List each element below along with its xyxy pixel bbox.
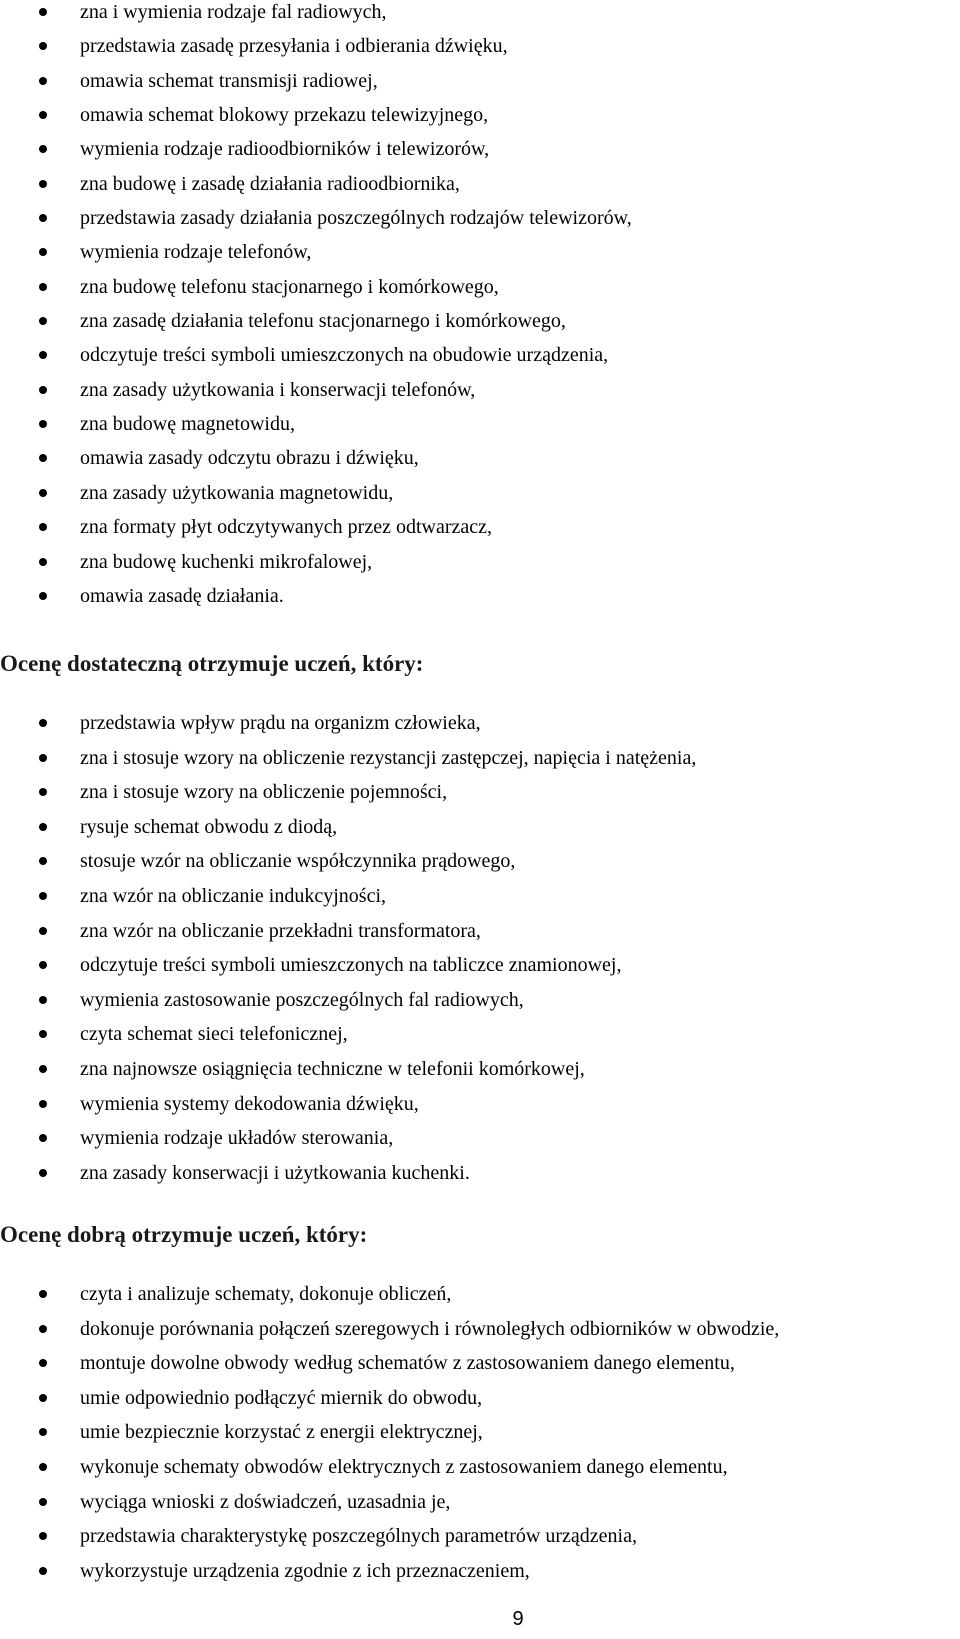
list-item-text: wyciąga wnioski z doświadczeń, uzasadnia je, — [80, 1490, 451, 1513]
list-item-text: czyta i analizuje schematy, dokonuje obliczeń, — [80, 1283, 452, 1305]
bullet-icon — [39, 351, 47, 359]
list-item — [0, 1490, 960, 1525]
list-item — [0, 849, 960, 884]
bullet-icon — [39, 1290, 47, 1298]
bullet-icon — [39, 42, 47, 50]
list-item — [0, 481, 960, 515]
list-item — [0, 1351, 960, 1386]
list-item — [0, 378, 960, 412]
list-item-text: zna i stosuje wzory na obliczenie pojemności, — [80, 781, 448, 804]
list-item-text: zna najnowsze osiągnięcia techniczne w telefonii komórkowej, — [80, 1057, 585, 1080]
list-item — [0, 515, 960, 549]
list-item — [0, 69, 960, 103]
bullet-icon — [39, 454, 47, 462]
list-item — [0, 1524, 960, 1559]
list-item — [0, 172, 960, 206]
bullet-icon — [39, 719, 47, 727]
list-item-text: omawia schemat blokowy przekazu telewizyjnego, — [80, 104, 489, 127]
list-item — [0, 1559, 960, 1594]
bullet-icon — [39, 77, 47, 85]
list-item-text: zna wzór na obliczanie przekładni transformatora, — [80, 919, 481, 942]
section-heading-dostateczna: Ocenę dostateczną otrzymuje uczeń, który: — [0, 651, 424, 676]
list-item-text: zna budowę kuchenki mikrofalowej, — [80, 550, 373, 573]
section-heading-dobra: Ocenę dobrą otrzymuje uczeń, który: — [0, 1222, 368, 1247]
list-item — [0, 1161, 960, 1196]
list-item-text: umie bezpiecznie korzystać z energii elektrycznej, — [80, 1421, 483, 1444]
list-item — [0, 103, 960, 137]
bullet-list-section-1 — [0, 0, 960, 618]
list-item — [0, 1420, 960, 1455]
list-item-text: stosuje wzór na obliczanie współczynnika prądowego, — [80, 850, 516, 873]
bullet-icon — [39, 788, 47, 796]
bullet-icon — [39, 1065, 47, 1073]
list-item-text: wymienia systemy dekodowania dźwięku, — [80, 1092, 419, 1115]
bullet-list-section-3 — [0, 1282, 960, 1593]
bullet-icon — [39, 489, 47, 497]
bullet-icon — [39, 1567, 47, 1575]
bullet-icon — [39, 1100, 47, 1108]
bullet-icon — [39, 857, 47, 865]
bullet-icon — [39, 1325, 47, 1333]
bullet-icon — [39, 1498, 47, 1506]
bullet-icon — [39, 1463, 47, 1471]
bullet-icon — [39, 592, 47, 600]
list-item-text: dokonuje porównania połączeń szeregowych i równoległych odbiorników w obwodzie, — [80, 1317, 780, 1340]
list-item-text: zna i stosuje wzory na obliczenie rezystancji zastępczej, napięcia i natężenia, — [80, 746, 697, 769]
bullet-icon — [39, 823, 47, 831]
list-item-text: zna zasady konserwacji i użytkowania kuchenki. — [80, 1161, 470, 1184]
list-item — [0, 919, 960, 954]
list-item-text: wymienia rodzaje telefonów, — [80, 241, 312, 264]
list-item — [0, 1126, 960, 1161]
list-item-text: wykonuje schematy obwodów elektrycznych z zastosowaniem danego elementu, — [80, 1455, 728, 1478]
list-item — [0, 206, 960, 240]
list-item-text: zna i wymienia rodzaje fal radiowych, — [80, 1, 387, 23]
list-item — [0, 746, 960, 781]
list-item-text: omawia zasadę działania. — [80, 584, 284, 607]
list-item-text: przedstawia wpływ prądu na organizm człowieka, — [80, 712, 481, 734]
bullet-list-section-2 — [0, 711, 960, 1195]
list-item-text: omawia schemat transmisji radiowej, — [80, 69, 378, 92]
list-item — [0, 275, 960, 309]
list-item-text: zna zasadę działania telefonu stacjonarnego i komórkowego, — [80, 310, 566, 333]
list-item — [0, 780, 960, 815]
list-item-text: czyta schemat sieci telefonicznej, — [80, 1023, 348, 1046]
list-item-text: odczytuje treści symboli umieszczonych na tabliczce znamionowej, — [80, 954, 622, 977]
list-item — [0, 412, 960, 446]
list-item — [0, 1282, 960, 1317]
bullet-icon — [39, 927, 47, 935]
list-item-text: montuje dowolne obwody według schematów z zastosowaniem danego elementu, — [80, 1352, 735, 1375]
list-item-text: wymienia rodzaje układów sterowania, — [80, 1127, 394, 1150]
bullet-icon — [39, 317, 47, 325]
bullet-icon — [39, 961, 47, 969]
list-item-text: zna wzór na obliczanie indukcyjności, — [80, 884, 386, 907]
bullet-icon — [39, 283, 47, 291]
list-item-text: zna budowę i zasadę działania radioodbiornika, — [80, 172, 460, 195]
list-item — [0, 988, 960, 1023]
bullet-icon — [39, 523, 47, 531]
list-item-text: odczytuje treści symboli umieszczonych na obudowie urządzenia, — [80, 344, 609, 367]
bullet-icon — [39, 180, 47, 188]
list-item — [0, 309, 960, 343]
list-item-text: zna budowę telefonu stacjonarnego i komórkowego, — [80, 275, 499, 298]
list-item — [0, 446, 960, 480]
bullet-icon — [39, 248, 47, 256]
list-item — [0, 1386, 960, 1421]
list-item — [0, 953, 960, 988]
list-item-text: zna zasady użytkowania magnetowidu, — [80, 481, 394, 504]
bullet-icon — [39, 1394, 47, 1402]
bullet-icon — [39, 892, 47, 900]
list-item — [0, 137, 960, 171]
bullet-icon — [39, 420, 47, 428]
list-item-text: przedstawia charakterystykę poszczególnych parametrów urządzenia, — [80, 1525, 637, 1548]
list-item — [0, 711, 960, 746]
list-item-text: wymienia zastosowanie poszczególnych fal radiowych, — [80, 988, 524, 1011]
bullet-icon — [39, 145, 47, 153]
list-item-text: zna formaty płyt odczytywanych przez odtwarzacz, — [80, 516, 493, 539]
list-item — [0, 240, 960, 274]
list-item-text: przedstawia zasady działania poszczególnych rodzajów telewizorów, — [80, 207, 632, 230]
list-item-text: omawia zasady odczytu obrazu i dźwięku, — [80, 447, 419, 470]
bullet-icon — [39, 996, 47, 1004]
page-number: 9 — [512, 1608, 524, 1630]
list-item-text: zna zasady użytkowania i konserwacji telefonów, — [80, 378, 476, 401]
list-item-text: rysuje schemat obwodu z diodą, — [80, 815, 338, 838]
list-item — [0, 1317, 960, 1352]
list-item-text: zna budowę magnetowidu, — [80, 413, 295, 436]
list-item — [0, 34, 960, 68]
list-item — [0, 1057, 960, 1092]
list-item-text: wymienia rodzaje radioodbiorników i telewizorów, — [80, 138, 490, 161]
list-item — [0, 1022, 960, 1057]
bullet-icon — [39, 1030, 47, 1038]
bullet-icon — [39, 754, 47, 762]
list-item-text: wykorzystuje urządzenia zgodnie z ich przeznaczeniem, — [80, 1559, 530, 1582]
list-item — [0, 550, 960, 584]
list-item — [0, 343, 960, 377]
list-item — [0, 815, 960, 850]
bullet-icon — [39, 558, 47, 566]
bullet-icon — [39, 111, 47, 119]
bullet-icon — [39, 1428, 47, 1436]
list-item — [0, 0, 960, 34]
list-item — [0, 1092, 960, 1127]
list-item — [0, 884, 960, 919]
list-item-text: umie odpowiednio podłączyć miernik do obwodu, — [80, 1386, 483, 1409]
bullet-icon — [39, 1532, 47, 1540]
list-item-text: przedstawia zasadę przesyłania i odbierania dźwięku, — [80, 35, 508, 58]
bullet-icon — [39, 386, 47, 394]
bullet-icon — [39, 1359, 47, 1367]
bullet-icon — [39, 1134, 47, 1142]
list-item — [0, 584, 960, 618]
bullet-icon — [39, 214, 47, 222]
bullet-icon — [39, 1169, 47, 1177]
list-item — [0, 1455, 960, 1490]
bullet-icon — [39, 8, 47, 16]
